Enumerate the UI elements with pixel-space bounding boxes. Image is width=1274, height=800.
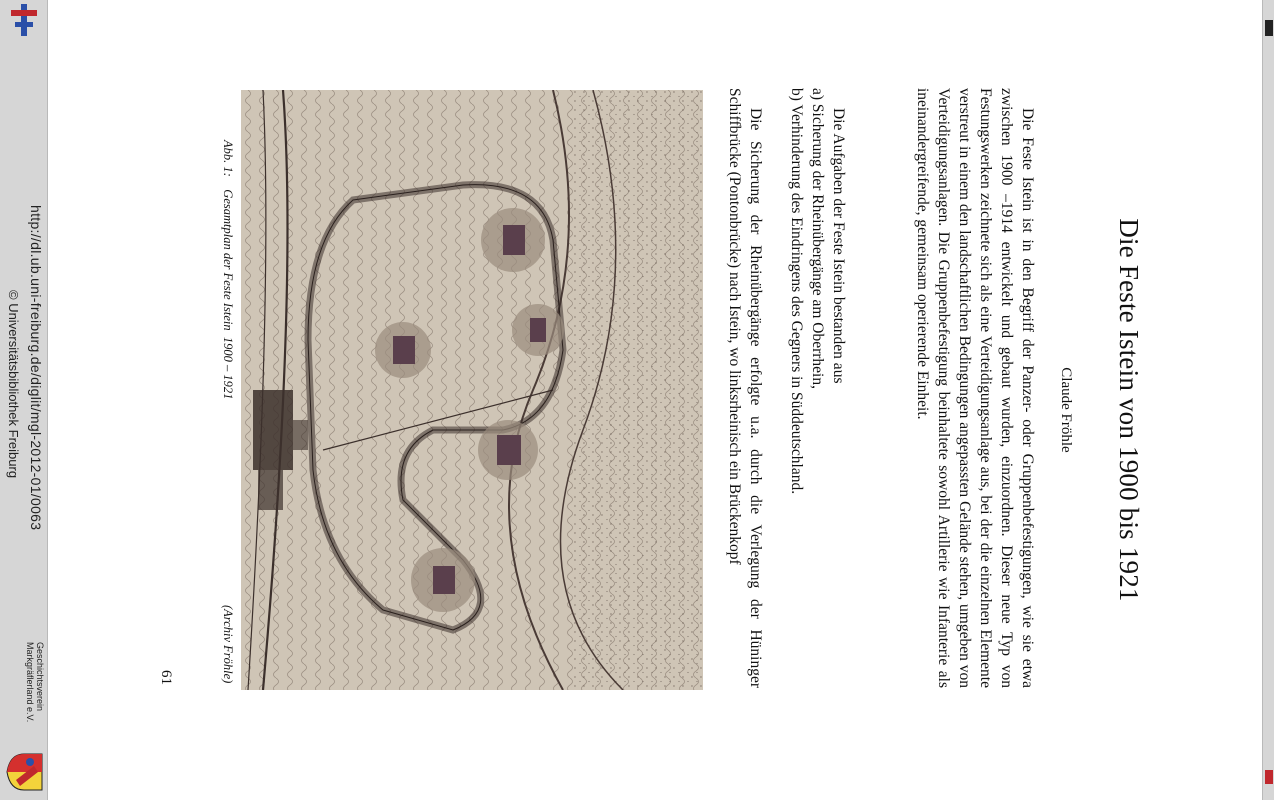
sidebar-footer bbox=[0, 0, 47, 800]
copyright-notice: © Universitätsbibliothek Freiburg bbox=[6, 290, 21, 479]
library-logo-icon bbox=[0, 0, 47, 40]
article-title: Die Feste Istein von 1900 bis 1921 bbox=[1114, 218, 1144, 602]
tasks-list bbox=[786, 88, 849, 688]
figure-source: (Archiv Fröhle) bbox=[221, 605, 235, 684]
fort-4 bbox=[411, 548, 475, 612]
tasks-intro: Die Aufgaben der Feste Istein bestanden aus bbox=[830, 108, 847, 384]
right-sidebar bbox=[1262, 0, 1274, 800]
society-crest-icon bbox=[6, 752, 44, 792]
society-line-1: Geschichtsverein bbox=[35, 642, 45, 712]
document-page bbox=[47, 0, 1262, 800]
right-mark-bottom bbox=[1265, 770, 1273, 784]
society-line-2: Markgräflerland e.V. bbox=[25, 642, 35, 723]
fort-1 bbox=[481, 208, 545, 272]
page-number: 61 bbox=[158, 670, 174, 685]
document-url[interactable]: http://dl.ub.uni-freiburg.de/diglit/mgl-2012-01/0063 bbox=[28, 205, 44, 531]
fortress-map-figure bbox=[241, 90, 703, 690]
fort-2 bbox=[512, 304, 564, 356]
society-name bbox=[25, 642, 45, 752]
task-b: b) Verhinderung des Eindringens des Gegners in Süddeutschland. bbox=[788, 88, 805, 495]
fortress-map bbox=[241, 90, 703, 690]
article-author: Claude Fröhle bbox=[1058, 367, 1074, 453]
fort-5 bbox=[375, 322, 431, 378]
right-mark-top bbox=[1265, 20, 1273, 36]
intro-paragraph: Die Feste Istein ist in den Begriff der Panzer- oder Gruppenbefestigungen, wie sie etwa zwischen 1900 –1914 entwickelt und gebaut wurden, einzuordnen. Dieser neue Typ von Festungswerken zeichnete sich als eine Verteidigungsanlage aus, bei der die einzelnen Elemente verstreut in einem den landschaftlichen Bedingungen angepassten Gelände stehen, umgeben von Verteidigungsanlagen. Die Gruppenbefestigung beinhaltete sowohl Artillerie wie Infanterie als ineinandergreifende, gemeinsam operierende Einheit. bbox=[914, 88, 1036, 688]
figure-caption: Abb. 1: Gesamtplan der Feste Istein 1900 – 1921 bbox=[221, 140, 235, 400]
task-a: a) Sicherung der Rheinübergänge am Oberrhein, bbox=[809, 88, 826, 389]
rhine-crossing-paragraph: Die Sicherung der Rheinübergänge erfolgte u.a. durch die Verlegung der Hüninger Schiffbrücke (Pontonbrücke) nach Istein, wo linksrheinisch ein Brückenkopf bbox=[726, 88, 764, 688]
fort-3 bbox=[478, 420, 538, 480]
